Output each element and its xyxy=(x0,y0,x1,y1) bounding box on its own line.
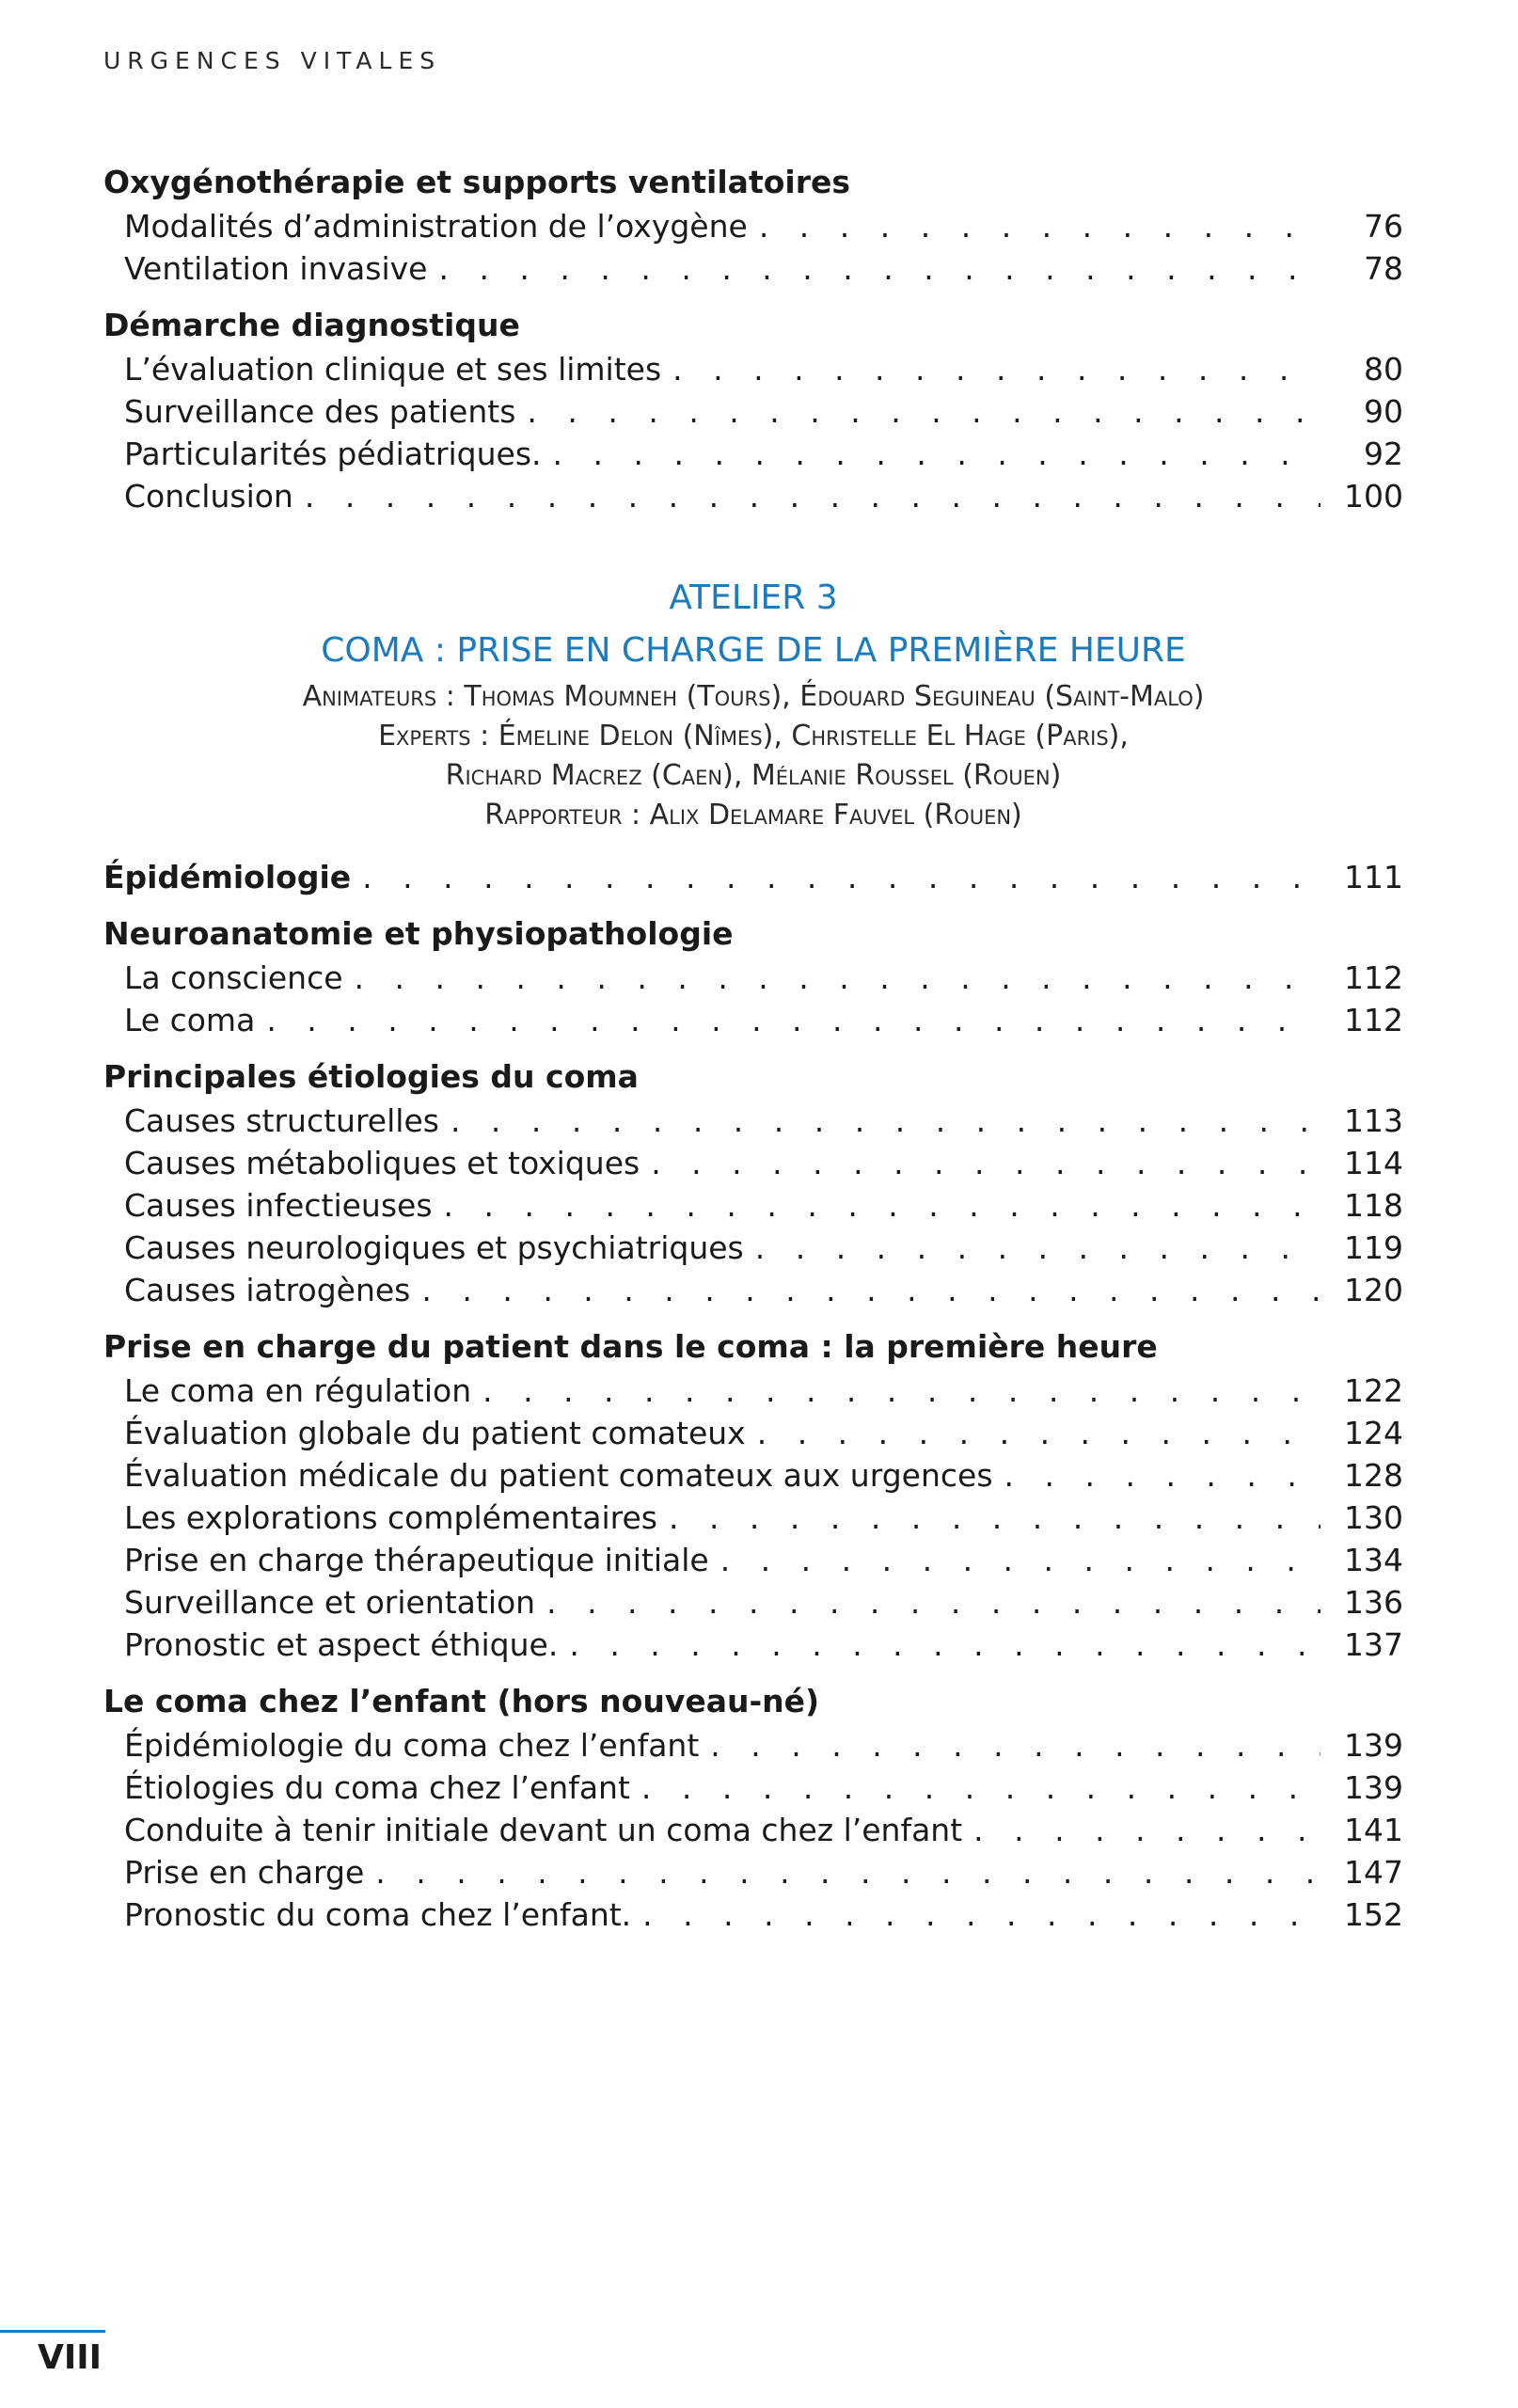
toc-entry-page: 112 xyxy=(1344,959,1403,996)
toc-entry[interactable] xyxy=(103,205,1403,247)
toc-entry-page: 119 xyxy=(1344,1229,1403,1266)
page-number: VIII xyxy=(38,2338,103,2377)
toc-entry[interactable] xyxy=(103,1497,1403,1539)
toc-entry-page: 139 xyxy=(1344,1727,1403,1764)
toc-entry-label: Causes structurelles xyxy=(124,1102,439,1139)
table-of-contents xyxy=(103,160,1403,1936)
toc-section xyxy=(103,160,1403,290)
section-title: Le coma chez l’enfant (hors nouveau-né) xyxy=(103,1683,820,1719)
section-title: Neuroanatomie et physiopathologie xyxy=(103,915,734,952)
toc-entry-label: Prise en charge thérapeutique initiale xyxy=(124,1542,709,1578)
toc-entry[interactable] xyxy=(103,1851,1403,1893)
toc-entry-page: 141 xyxy=(1344,1812,1403,1848)
toc-entry-page: 113 xyxy=(1344,1102,1403,1139)
toc-entry-page: 152 xyxy=(1344,1896,1403,1933)
dot-leader xyxy=(569,1624,1320,1666)
toc-entry[interactable] xyxy=(103,247,1403,290)
toc-entry[interactable] xyxy=(103,1100,1403,1142)
toc-entry[interactable] xyxy=(103,1184,1403,1227)
dot-leader xyxy=(755,1227,1320,1269)
toc-entry-label: Pronostic et aspect éthique. xyxy=(124,1626,559,1663)
dot-leader xyxy=(757,1412,1320,1454)
toc-entry-page: 111 xyxy=(1344,859,1403,895)
footer-rule xyxy=(0,2330,105,2333)
toc-entry-label: Conclusion xyxy=(124,478,293,515)
toc-entry-label: Les explorations complémentaires xyxy=(124,1499,657,1536)
toc-entry-label: La conscience xyxy=(124,959,343,996)
toc-entry-label: Causes neurologiques et psychiatriques xyxy=(124,1229,744,1266)
dot-leader xyxy=(362,856,1320,898)
toc-section xyxy=(103,911,1403,1041)
section-title: Principales étiologies du coma xyxy=(103,1058,639,1095)
dot-leader xyxy=(669,1497,1320,1539)
toc-entry[interactable] xyxy=(103,1412,1403,1454)
toc-entry-page: 147 xyxy=(1344,1854,1403,1891)
toc-entry[interactable] xyxy=(103,1370,1403,1412)
toc-entry[interactable] xyxy=(103,475,1403,517)
toc-entry-label: Le coma xyxy=(124,1002,256,1038)
toc-entry-page: 76 xyxy=(1364,208,1403,245)
toc-entry-top-level[interactable] xyxy=(103,856,1403,898)
toc-entry[interactable] xyxy=(103,1766,1403,1809)
running-head: URGENCES VITALES xyxy=(103,47,442,74)
dot-leader xyxy=(482,1370,1320,1412)
toc-entry-label: Évaluation globale du patient comateux xyxy=(124,1415,746,1451)
dot-leader xyxy=(375,1851,1320,1893)
toc-section xyxy=(103,303,1403,517)
toc-entry-page: 118 xyxy=(1344,1187,1403,1224)
toc-entry-page: 134 xyxy=(1344,1542,1403,1578)
toc-entry-page: 122 xyxy=(1344,1372,1403,1409)
section-title: Démarche diagnostique xyxy=(103,307,520,343)
toc-entry-page: 78 xyxy=(1364,250,1403,287)
toc-entry-label: Causes iatrogènes xyxy=(124,1272,411,1308)
dot-leader xyxy=(305,475,1320,517)
toc-entry-page: 90 xyxy=(1364,393,1403,430)
toc-entry-label: Étiologies du coma chez l’enfant xyxy=(124,1769,630,1806)
dot-leader xyxy=(720,1539,1320,1581)
dot-leader xyxy=(527,390,1320,433)
toc-entry-label: Causes infectieuses xyxy=(124,1187,433,1224)
toc-entry[interactable] xyxy=(103,1269,1403,1311)
toc-entry[interactable] xyxy=(103,433,1403,475)
toc-entry-page: 100 xyxy=(1344,478,1403,515)
atelier-credit-line: Rapporteur : Alix Delamare Fauvel (Rouen) xyxy=(484,799,1022,832)
toc-entry-page: 114 xyxy=(1344,1145,1403,1181)
toc-entry-page: 92 xyxy=(1364,436,1403,472)
toc-entry-page: 137 xyxy=(1344,1626,1403,1663)
dot-leader xyxy=(421,1269,1320,1311)
atelier-credit-line: Animateurs : Thomas Moumneh (Tours), Édouard Seguineau (Saint-Malo) xyxy=(302,680,1205,713)
toc-entry[interactable] xyxy=(103,999,1403,1041)
toc-entry[interactable] xyxy=(103,1809,1403,1851)
toc-entry-page: 128 xyxy=(1344,1457,1403,1494)
toc-entry[interactable] xyxy=(103,1581,1403,1624)
toc-section xyxy=(103,1679,1403,1936)
dot-leader xyxy=(651,1142,1320,1184)
dot-leader xyxy=(266,999,1320,1041)
toc-entry[interactable] xyxy=(103,1142,1403,1184)
toc-entry[interactable] xyxy=(103,1539,1403,1581)
toc-entry-label: Épidémiologie du coma chez l’enfant xyxy=(124,1727,700,1764)
dot-leader xyxy=(355,957,1320,999)
toc-section xyxy=(103,1054,1403,1311)
section-title: Prise en charge du patient dans le coma : la première heure xyxy=(103,1328,1158,1365)
toc-entry-page: 112 xyxy=(1344,1002,1403,1038)
toc-entry[interactable] xyxy=(103,1893,1403,1936)
atelier-credit-line: Richard Macrez (Caen), Mélanie Roussel (Rouen) xyxy=(445,759,1062,792)
toc-section xyxy=(103,1324,1403,1666)
dot-leader xyxy=(641,1766,1320,1809)
atelier-header xyxy=(103,572,1403,835)
dot-leader xyxy=(710,1724,1320,1766)
toc-entry[interactable] xyxy=(103,1624,1403,1666)
toc-entry-label: Surveillance des patients xyxy=(124,393,516,430)
section-title: Oxygénothérapie et supports ventilatoires xyxy=(103,164,850,200)
dot-leader xyxy=(553,433,1320,475)
toc-entry-label: Surveillance et orientation xyxy=(124,1584,536,1621)
atelier-subtitle: COMA : PRISE EN CHARGE DE LA PREMIÈRE HEURE xyxy=(321,631,1186,670)
atelier-title: ATELIER 3 xyxy=(669,578,838,617)
toc-entry[interactable] xyxy=(103,390,1403,433)
toc-entry-label: Évaluation médicale du patient comateux aux urgences xyxy=(124,1457,993,1494)
toc-entry-label: Ventilation invasive xyxy=(124,250,428,287)
atelier-credit-line: Experts : Émeline Delon (Nîmes), Christelle El Hage (Paris), xyxy=(378,720,1129,752)
dot-leader xyxy=(672,348,1320,390)
toc-entry-label: L’évaluation clinique et ses limites xyxy=(124,351,662,388)
toc-entry[interactable] xyxy=(103,348,1403,390)
dot-leader xyxy=(973,1809,1320,1851)
toc-entry-label: Conduite à tenir initiale devant un coma chez l’enfant xyxy=(124,1812,963,1848)
toc-entry[interactable] xyxy=(103,957,1403,999)
toc-entry-label: Pronostic du coma chez l’enfant. xyxy=(124,1896,632,1933)
toc-entry-label: Épidémiologie xyxy=(103,859,352,895)
dot-leader xyxy=(642,1893,1320,1936)
toc-entry-label: Modalités d’administration de l’oxygène xyxy=(124,208,748,245)
dot-leader xyxy=(1004,1454,1320,1497)
toc-entry-page: 80 xyxy=(1364,351,1403,388)
dot-leader xyxy=(451,1100,1320,1142)
toc-entry-page: 124 xyxy=(1344,1415,1403,1451)
toc-entry-label: Particularités pédiatriques. xyxy=(124,436,542,472)
toc-entry[interactable] xyxy=(103,1724,1403,1766)
toc-entry-page: 139 xyxy=(1344,1769,1403,1806)
toc-entry[interactable] xyxy=(103,1227,1403,1269)
dot-leader xyxy=(759,205,1320,247)
dot-leader xyxy=(444,1184,1320,1227)
toc-entry-page: 120 xyxy=(1344,1272,1403,1308)
toc-entry-label: Le coma en régulation xyxy=(124,1372,472,1409)
dot-leader xyxy=(546,1581,1320,1624)
toc-entry-label: Causes métaboliques et toxiques xyxy=(124,1145,640,1181)
toc-entry-page: 136 xyxy=(1344,1584,1403,1621)
toc-entry-page: 130 xyxy=(1344,1499,1403,1536)
dot-leader xyxy=(438,247,1320,290)
toc-entry-label: Prise en charge xyxy=(124,1854,365,1891)
toc-entry[interactable] xyxy=(103,1454,1403,1497)
